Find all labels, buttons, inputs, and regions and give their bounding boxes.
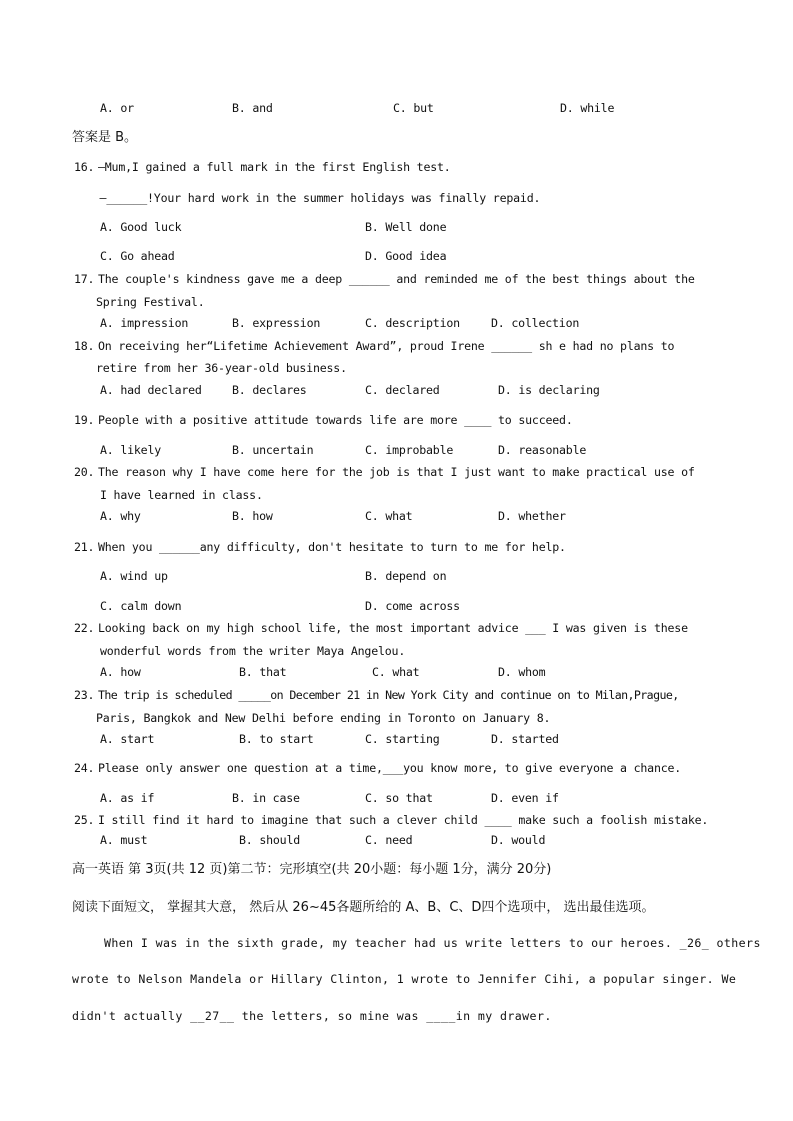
q24-option-c: C. so that: [365, 791, 433, 805]
passage-line-2: wrote to Nelson Mandela or Hillary Clinton, 1 wrote to Jennifer Cihi, a popular singer. We: [72, 972, 737, 986]
q20-option-c: C. what: [365, 509, 413, 523]
option-c: C. but: [393, 101, 434, 115]
question-24-line1: Please only answer one question at a time,___you know more, to give everyone a chance.: [98, 761, 682, 775]
q25-option-a: A. must: [100, 833, 148, 847]
question-22-line1: Looking back on my high school life, the most important advice ___ I was given is these: [98, 621, 688, 635]
q21-option-c: C. calm down: [100, 599, 182, 613]
q17-option-b: B. expression: [232, 316, 321, 330]
question-20-line2: I have learned in class.: [100, 488, 263, 502]
answer-note: 答案是 B。: [72, 130, 138, 145]
question-25-num: 25.: [74, 813, 95, 827]
q18-option-c: C. declared: [365, 383, 440, 397]
q18-option-b: B. declares: [232, 383, 307, 397]
question-25-line1: I still find it hard to imagine that such a clever child ____ make such a foolish mistake.: [98, 813, 709, 827]
question-20-line1: The reason why I have come here for the job is that I just want to make practical use of: [98, 465, 695, 479]
q21-option-b: B. depend on: [365, 569, 447, 583]
question-19-num: 19.: [74, 413, 95, 427]
question-17-num: 17.: [74, 272, 95, 286]
q19-option-a: A. likely: [100, 443, 162, 457]
q23-option-b: B. to start: [239, 732, 314, 746]
q19-option-c: C. improbable: [365, 443, 454, 457]
question-22-num: 22.: [74, 621, 95, 635]
question-21-line1: When you ______any difficulty, don't hesitate to turn to me for help.: [98, 540, 566, 554]
q20-option-d: D. whether: [498, 509, 566, 523]
q19-option-d: D. reasonable: [498, 443, 587, 457]
q19-option-b: B. uncertain: [232, 443, 314, 457]
q22-option-c: C. what: [372, 665, 420, 679]
question-20-num: 20.: [74, 465, 95, 479]
option-d: D. while: [560, 101, 615, 115]
q20-option-b: B. how: [232, 509, 273, 523]
question-18-line1: On receiving her“Lifetime Achievement Award”, proud Irene ______ sh e had no plans to: [98, 339, 675, 353]
question-23-num: 23.: [74, 688, 95, 702]
q23-option-a: A. start: [100, 732, 155, 746]
q20-option-a: A. why: [100, 509, 141, 523]
question-24-num: 24.: [74, 761, 95, 775]
question-18-line2: retire from her 36-year-old business.: [96, 361, 347, 375]
question-16-line2: —______!Your hard work in the summer holidays was finally repaid.: [86, 191, 541, 205]
q22-option-d: D. whom: [498, 665, 546, 679]
q18-option-d: D. is declaring: [498, 383, 600, 397]
q16-option-d: D. Good idea: [365, 249, 447, 263]
q16-option-a: A. Good luck: [100, 220, 182, 234]
q21-option-a: A. wind up: [100, 569, 168, 583]
q24-option-b: B. in case: [232, 791, 300, 805]
instruction: 阅读下面短文， 掌握其大意， 然后从 26~45各题所给的 A、B、C、D四个选项中， 选出最佳选项。: [72, 900, 655, 915]
q22-option-b: B. that: [239, 665, 287, 679]
question-16-line1: —Mum,I gained a full mark in the first English test.: [98, 160, 451, 174]
q24-option-d: D. even if: [491, 791, 559, 805]
q25-option-d: D. would: [491, 833, 546, 847]
q24-option-a: A. as if: [100, 791, 155, 805]
question-18-num: 18.: [74, 339, 95, 353]
q16-option-b: B. Well done: [365, 220, 447, 234]
q22-option-a: A. how: [100, 665, 141, 679]
option-b: B. and: [232, 101, 273, 115]
question-16-num: 16.: [74, 160, 95, 174]
q17-option-c: C. description: [365, 316, 460, 330]
passage-line-3: didn't actually __27__ the letters, so mine was ____in my drawer.: [72, 1009, 552, 1023]
q21-option-d: D. come across: [365, 599, 460, 613]
q25-option-c: C. need: [365, 833, 413, 847]
question-23-line1: The trip is scheduled _____on December 21 in New York City and continue on to Milan,Prague,: [98, 688, 679, 702]
q23-option-c: C. starting: [365, 732, 440, 746]
question-21-num: 21.: [74, 540, 95, 554]
question-19-line1: People with a positive attitude towards life are more ____ to succeed.: [98, 413, 573, 427]
q18-option-a: A. had declared: [100, 383, 202, 397]
q25-option-b: B. should: [239, 833, 301, 847]
question-17-line1: The couple's kindness gave me a deep ______ and reminded me of the best things about the: [98, 272, 695, 286]
q16-option-c: C. Go ahead: [100, 249, 175, 263]
question-22-line2: wonderful words from the writer Maya Angelou.: [100, 644, 406, 658]
question-17-line2: Spring Festival.: [96, 295, 205, 309]
section-header: 高一英语 第 3页(共 12 页)第二节：完形填空(共 20小题：每小题 1分，满分 20分): [72, 862, 552, 877]
q23-option-d: D. started: [491, 732, 559, 746]
passage-line-1: When I was in the sixth grade, my teacher had us write letters to our heroes. _26_ others: [104, 936, 761, 950]
q17-option-a: A. impression: [100, 316, 189, 330]
option-a: A. or: [100, 101, 134, 115]
q17-option-d: D. collection: [491, 316, 580, 330]
question-23-line2: Paris, Bangkok and New Delhi before ending in Toronto on January 8.: [96, 711, 551, 725]
